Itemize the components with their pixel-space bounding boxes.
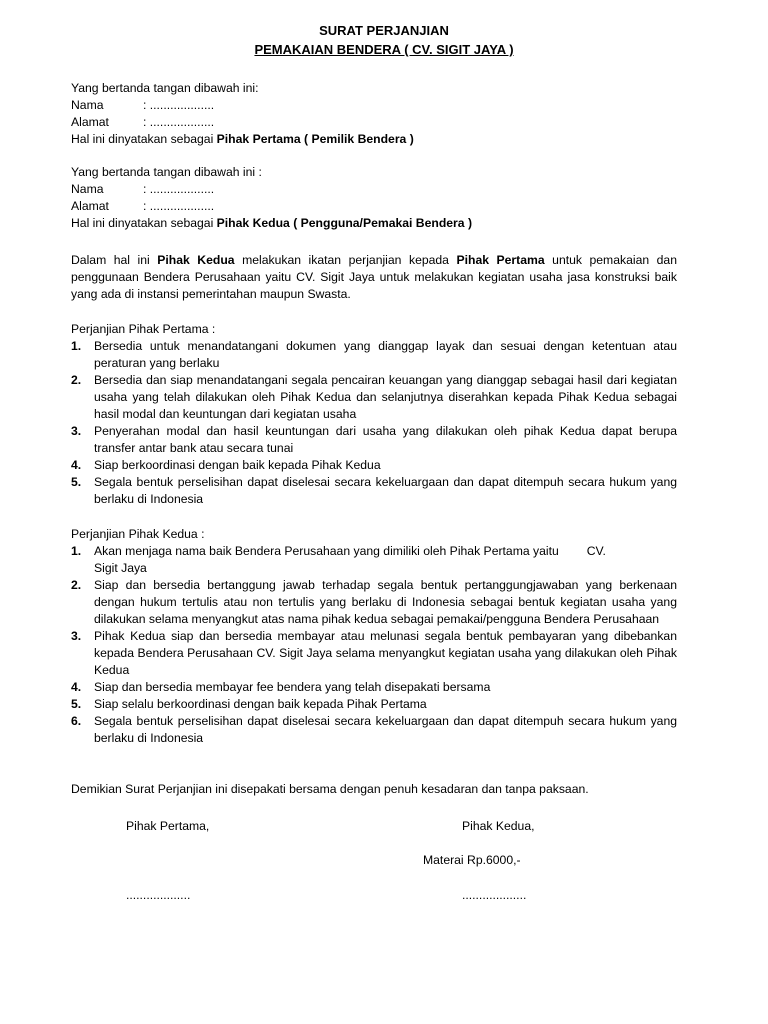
intro-bold-1: Pihak Kedua [157, 253, 235, 267]
agreement2-heading: Perjanjian Pihak Kedua : [71, 527, 205, 541]
party2-declaration [71, 215, 677, 232]
party2-name-label: Nama [71, 182, 104, 196]
party1-declaration [71, 131, 677, 148]
party1-address-row [71, 114, 677, 131]
party1-name-label: Nama [71, 98, 104, 112]
intro-paragraph [71, 252, 677, 303]
party2-signature-line: ................... [462, 888, 527, 902]
list-item-number: 4. [71, 680, 82, 694]
document-subtitle: PEMAKAIAN BENDERA ( CV. SIGIT JAYA ) [254, 42, 514, 57]
list-item [71, 543, 677, 577]
list-item-number: 2. [71, 373, 82, 387]
list-item-number: 1. [71, 544, 82, 558]
party1-role: Pihak Pertama ( Pemilik Bendera ) [216, 132, 414, 146]
list-item-text: Pihak Kedua siap dan bersedia membayar atau melunasi segala bentuk pembayaran yang dibebankan kepada Bendera Perusahaan CV. Sigit Jaya selama menyangkut kegiatan usaha yang dilakukan oleh Pihak Kedua [94, 629, 677, 677]
party2-name-row [71, 181, 677, 198]
party2-signature-label: Pihak Kedua, [462, 819, 535, 833]
agreement1-section [71, 321, 677, 508]
party1-declare-prefix: Hal ini dinyatakan sebagai [71, 132, 217, 146]
list-item-text-end: CV. [586, 544, 606, 558]
intro-text-1: Dalam hal ini [71, 253, 158, 267]
list-item-text: Segala bentuk perselisihan dapat diselesai secara kekeluargaan dan dapat ditempuh secara hukum yang berlaku di Indonesia [94, 714, 677, 745]
list-item-text: Bersedia untuk menandatangani dokumen yang dianggap layak dan sesuai dengan ketentuan atau peraturan yang berlaku [94, 339, 677, 370]
list-item-number: 2. [71, 578, 82, 592]
list-item-number: 3. [71, 424, 82, 438]
list-item [71, 338, 677, 372]
stamp-duty-note: Materai Rp.6000,- [423, 853, 521, 867]
party2-name-value: : ................... [143, 182, 215, 196]
list-item [71, 372, 677, 423]
party1-intro: Yang bertanda tangan dibawah ini: [71, 81, 259, 95]
list-item-text: Akan menjaga nama baik Bendera Perusahaan yang dimiliki oleh Pihak Pertama yaitu [94, 544, 559, 558]
party1-signature-label: Pihak Pertama, [126, 819, 210, 833]
list-item-text: Segala bentuk perselisihan dapat diselesai secara kekeluargaan dan dapat ditempuh secara hukum yang berlaku di Indonesia [94, 475, 677, 506]
agreement2-section [71, 526, 677, 747]
party1-name-value: : ................... [143, 98, 215, 112]
party2-intro: Yang bertanda tangan dibawah ini : [71, 165, 262, 179]
list-item-text: Siap selalu berkoordinasi dengan baik kepada Pihak Pertama [94, 697, 427, 711]
list-item-number: 5. [71, 475, 82, 489]
agreement1-list [71, 338, 677, 508]
party1-signature-line: ................... [126, 888, 191, 902]
closing-statement: Demikian Surat Perjanjian ini disepakati bersama dengan penuh kesadaran dan tanpa paksaan. [71, 782, 589, 796]
list-item [71, 577, 677, 628]
party2-address-label: Alamat [71, 199, 109, 213]
list-item-text: Siap dan bersedia bertanggung jawab terhadap segala bentuk pertanggungjawaban yang berkenaan dengan hukum tertulis atau non tertulis yang berlaku di Indonesia sebagai bentuk kegiatan usaha yang dilakukan selama menyangkut atas nama pihak kedua sebagai pemakai/pengguna Bendera Perusahaan [94, 578, 677, 626]
list-item-text: Penyerahan modal dan hasil keuntungan dari usaha yang dilakukan oleh pihak Kedua dapat berupa transfer antar bank atau secara tunai [94, 424, 677, 455]
party1-name-row [71, 97, 677, 114]
list-item [71, 423, 677, 457]
party1-section [71, 80, 677, 148]
list-item-number: 4. [71, 458, 82, 472]
list-item-first-line [94, 543, 677, 560]
agreement2-list [71, 543, 677, 747]
list-item-text: Bersedia dan siap menandatangani segala pencairan keuangan yang dianggap sebagai hasil dari kegiatan usaha yang telah dilakukan oleh Pihak Kedua dan selanjutnya diserahkan kepada Pihak Kedua sebagai hasil modal dan keuntungan dari kegiatan usaha [94, 373, 677, 421]
party2-declare-prefix: Hal ini dinyatakan sebagai [71, 216, 217, 230]
party2-role: Pihak Kedua ( Pengguna/Pemakai Bendera ) [216, 216, 473, 230]
list-item [71, 696, 677, 713]
party1-address-value: : ................... [143, 115, 215, 129]
party2-address-value: : ................... [143, 199, 215, 213]
intro-text-3: untuk pemakaian dan penggunaan Bendera Perusahaan yaitu CV. Sigit Jaya untuk melakukan kegiatan usaha jasa konstruksi baik yang ada di instansi pemerintahan maupun Swasta. [71, 253, 677, 301]
party1-address-label: Alamat [71, 115, 109, 129]
list-item-text-continued: Sigit Jaya [94, 561, 147, 575]
list-item-number: 3. [71, 629, 82, 643]
list-item-number: 6. [71, 714, 82, 728]
document-title: SURAT PERJANJIAN [319, 23, 449, 38]
intro-bold-2: Pihak Pertama [456, 253, 545, 267]
intro-text-2: melakukan ikatan perjanjian kepada [234, 253, 457, 267]
list-item [71, 713, 677, 747]
list-item [71, 679, 677, 696]
list-item [71, 457, 677, 474]
list-item [71, 628, 677, 679]
list-item-text: Siap berkoordinasi dengan baik kepada Pihak Kedua [94, 458, 381, 472]
party2-address-row [71, 198, 677, 215]
agreement1-heading: Perjanjian Pihak Pertama : [71, 322, 216, 336]
party2-section [71, 164, 677, 232]
list-item-number: 5. [71, 697, 82, 711]
list-item [71, 474, 677, 508]
list-item-text: Siap dan bersedia membayar fee bendera yang telah disepakati bersama [94, 680, 491, 694]
list-item-number: 1. [71, 339, 82, 353]
